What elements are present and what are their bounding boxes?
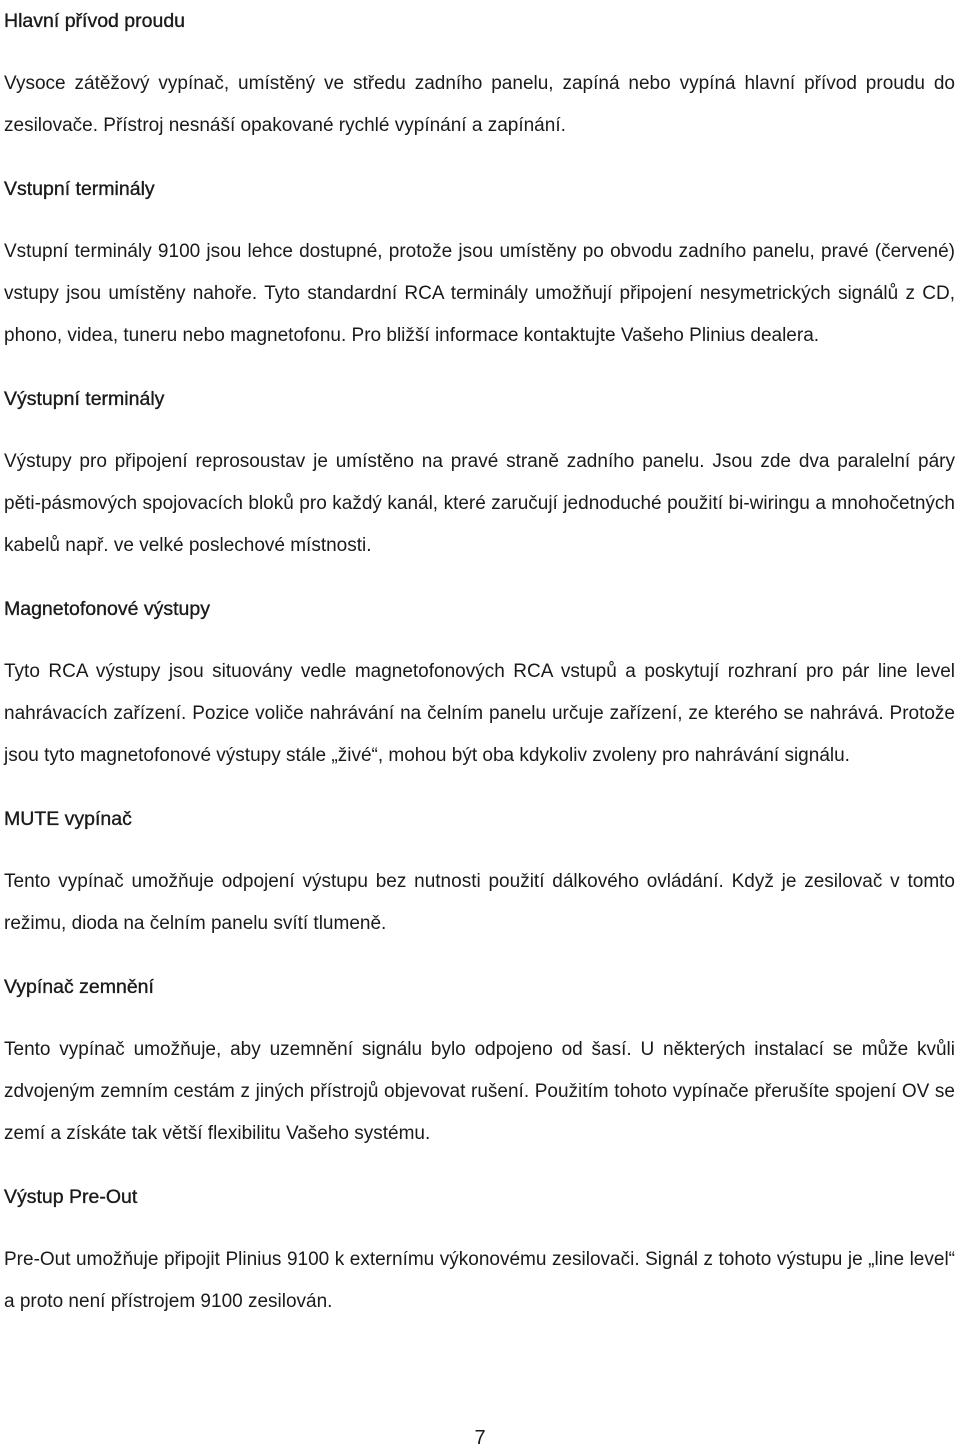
section-text-output-terminals: Výstupy pro připojení reprosoustav je umístěno na pravé straně zadního panelu. Jsou zde dva paralelní páry pěti-pásmových spojovacích bloků pro každý kanál, které zaručují jednoduché použití bi-wiringu a mnohočetných kabelů např. ve velké poslechové místnosti. [4, 451, 955, 556]
section-title-pre-out: Výstup Pre-Out [4, 1186, 138, 1208]
section-title-main-power: Hlavní přívod proudu [4, 10, 186, 32]
section-text-input-terminals: Vstupní terminály 9100 jsou lehce dostupné, protože jsou umístěny po obvodu zadního panelu, pravé (červené) vstupy jsou umístěny nahoře. Tyto standardní RCA terminály umožňují připojení nesymetrických signálů z CD, phono, videa, tuneru nebo magnetofonu. Pro bližší informace kontaktujte Vašeho Plinius dealera. [4, 241, 955, 346]
section-title-mute-switch: MUTE vypínač [4, 808, 132, 830]
section-title-input-terminals: Vstupní terminály [4, 178, 155, 200]
section-title-tape-outputs: Magnetofonové výstupy [4, 598, 210, 620]
page-number: 7 [474, 1427, 486, 1449]
document-content [4, 0, 955, 1323]
section-text-ground-switch: Tento vypínač umožňuje, aby uzemnění signálu bylo odpojeno od šasí. U některých instalací se může kvůli zdvojeným zemním cestám z jiných přístrojů objevovat rušení. Použitím tohoto vypínače přerušíte spojení OV se zemí a získáte tak větší flexibilitu Vašeho systému. [4, 1039, 955, 1144]
section-text-main-power: Vysoce zátěžový vypínač, umístěný ve středu zadního panelu, zapíná nebo vypíná hlavní přívod proudu do zesilovače. Přístroj nesnáší opakované rychlé vypínání a zapínání. [4, 73, 955, 136]
section-title-output-terminals: Výstupní terminály [4, 388, 165, 410]
section-text-pre-out: Pre-Out umožňuje připojit Plinius 9100 k externímu výkonovému zesilovači. Signál z tohoto výstupu je „line level“ a proto není přístrojem 9100 zesilován. [4, 1249, 955, 1312]
section-title-ground-switch: Vypínač zemnění [4, 976, 154, 998]
section-text-tape-outputs: Tyto RCA výstupy jsou situovány vedle magnetofonových RCA vstupů a poskytují rozhraní pro pár line level nahrávacích zařízení. Pozice voliče nahrávání na čelním panelu určuje zařízení, ze kterého se nahrává. Protože jsou tyto magnetofonové výstupy stále „živé“, mohou být oba kdykoliv zvoleny pro nahrávání signálu. [4, 661, 955, 766]
section-text-mute-switch: Tento vypínač umožňuje odpojení výstupu bez nutnosti použití dálkového ovládání. Když je zesilovač v tomto režimu, dioda na čelním panelu svítí tlumeně. [4, 871, 955, 934]
